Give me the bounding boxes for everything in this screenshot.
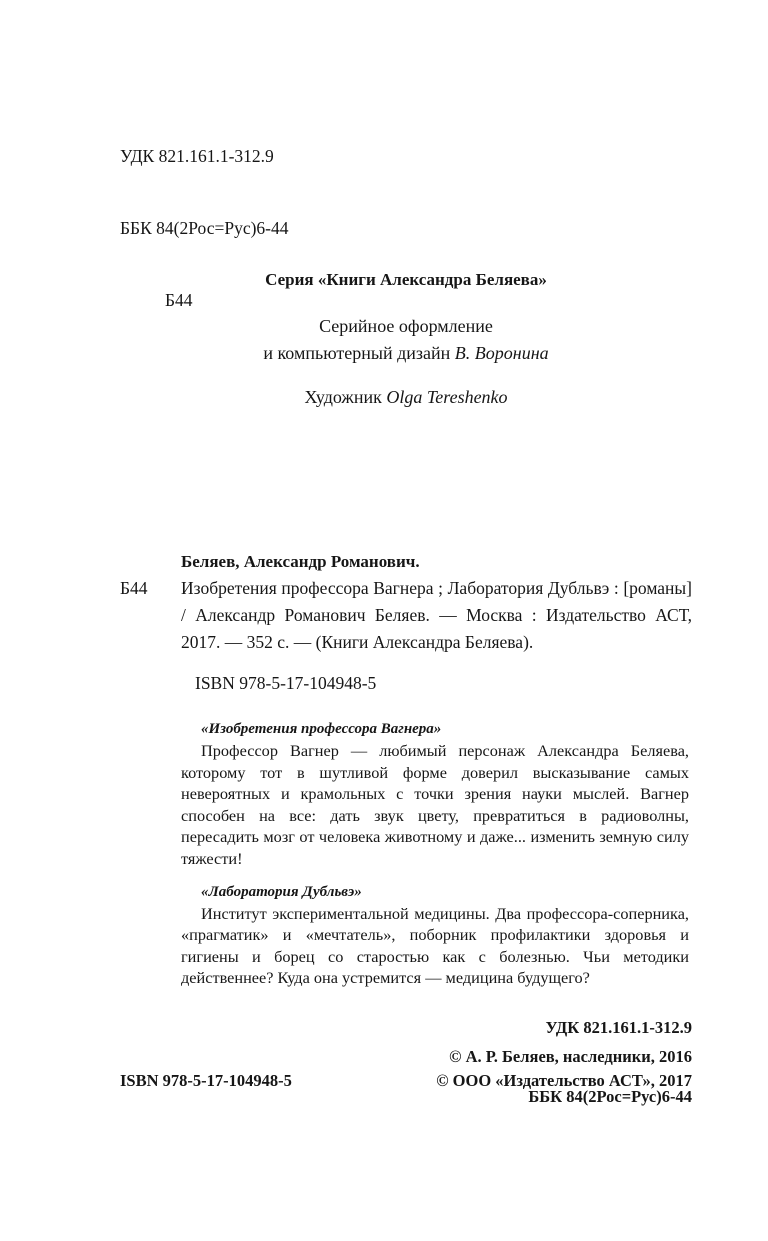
artist-name: Olga Tereshenko: [386, 387, 508, 407]
annotation-text: Профессор Вагнер — любимый персонаж Александра Беляева, которому тот в шутливой форме доверил высказывание самых невероятных и крамольных с точки зрения науки мыслей. Вагнер способен на все: дать звук цвету, превратиться в радиоволны, пересадить мозг от человека животному и даже... изменить земную силу тяжести!: [181, 741, 689, 868]
bbk-code-top: ББК 84(2Рос=Рус)6-44: [120, 218, 289, 238]
annotation-title: «Изобретения профессора Вагнера»: [201, 721, 442, 737]
annotation-item: [181, 718, 689, 870]
series-credits-block: [120, 268, 692, 410]
colophon-row: [120, 1069, 692, 1093]
bibliographic-record: [120, 550, 692, 697]
udc-code-top: УДК 821.161.1-312.9: [120, 146, 274, 166]
annotation-text: Институт экспериментальной медицины. Два профессора-соперника, «прагматик» и «мечтатель», поборник профилактики здоровья и гигиены и борец со старостью как с болезнью. Чьи методики действеннее? Куда она устремится — медицина будущего?: [181, 903, 689, 988]
designer-name: В. Воронина: [454, 342, 549, 363]
annotation-title: «Лаборатория Дубльвэ»: [201, 883, 362, 900]
colophon-isbn: ISBN 978-5-17-104948-5: [120, 1071, 292, 1090]
series-title: Серия «Книги Александра Беляева»: [265, 270, 547, 289]
annotation-block: [181, 718, 689, 989]
record-body: [120, 575, 692, 656]
design-credit-line-2: [120, 340, 692, 367]
colophon-row: [120, 1045, 692, 1069]
design-credit-label: и компьютерный дизайн: [263, 342, 455, 363]
design-credit-line-1: Серийное оформление: [319, 316, 493, 336]
bbk-code-bottom: ББК 84(2Рос=Рус)6-44: [528, 1087, 692, 1106]
copyright-publisher: © ООО «Издательство АСТ», 2017: [436, 1071, 692, 1090]
record-description: Изобретения профессора Вагнера ; Лаборатория Дубльвэ : [романы] / Александр Романович Беляев. — Москва : Издательство АСТ, 2017. — 352 с. — (Книги Александра Беляева).: [181, 578, 692, 652]
shelf-mark-top: Б44: [165, 290, 193, 310]
artist-label: Художник: [304, 387, 387, 407]
artist-credit: [120, 384, 692, 410]
record-isbn: ISBN 978-5-17-104948-5: [195, 673, 377, 693]
record-author: Беляев, Александр Романович.: [181, 552, 420, 571]
design-credit: [120, 313, 692, 366]
record-shelf-mark: Б44: [120, 578, 148, 598]
udc-code-bottom: УДК 821.161.1-312.9: [545, 1018, 692, 1037]
copyright-author: © А. Р. Беляев, наследники, 2016: [449, 1047, 692, 1066]
colophon-block: [120, 1045, 692, 1093]
